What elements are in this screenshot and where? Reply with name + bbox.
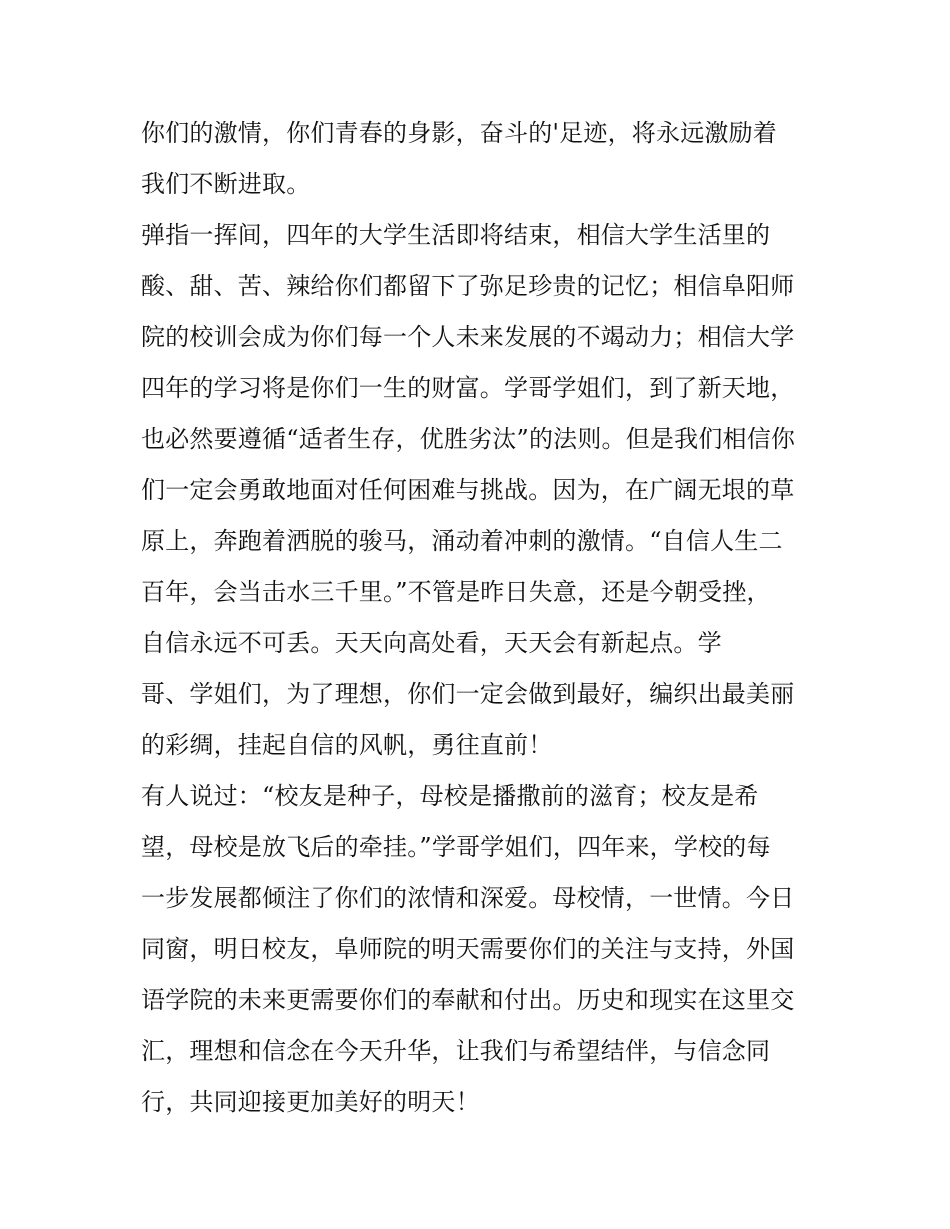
text-line-14: 有人说过：“校友是种子，母校是播撒前的滋育；校友是希 bbox=[141, 782, 759, 810]
text-line-5: 院的校训会成为你们每一个人未来发展的不竭动力；相信大学 bbox=[141, 323, 795, 351]
text-line-16: 一步发展都倾注了你们的浓情和深爱。母校情，一世情。今日 bbox=[141, 884, 795, 912]
text-line-19: 汇，理想和信念在今天升华，让我们与希望结伴，与信念同 bbox=[141, 1037, 771, 1065]
body-text bbox=[141, 108, 821, 1128]
text-line-2: 我们不断进取。 bbox=[141, 170, 311, 198]
text-line-11: 自信永远不可丢。天天向高处看，天天会有新起点。学 bbox=[141, 629, 722, 657]
text-line-18: 语学院的未来更需要你们的奉献和付出。历史和现实在这里交 bbox=[141, 986, 795, 1014]
text-line-20: 行，共同迎接更加美好的明天！ bbox=[141, 1088, 480, 1116]
text-line-13: 的彩绸，挂起自信的风帆，勇往直前！ bbox=[141, 731, 553, 759]
text-line-7: 也必然要遵循“适者生存，优胜劣汰”的法则。但是我们相信你 bbox=[141, 425, 796, 453]
text-line-4: 酸、甜、苦、辣给你们都留下了弥足珍贵的记忆；相信阜阳师 bbox=[141, 272, 795, 300]
text-line-6: 四年的学习将是你们一生的财富。学哥学姐们，到了新天地， bbox=[141, 374, 795, 402]
text-line-15: 望，母校是放飞后的牵挂。”学哥学姐们，四年来，学校的每 bbox=[141, 833, 771, 861]
text-line-17: 同窗，明日校友，阜师院的明天需要你们的关注与支持，外国 bbox=[141, 935, 795, 963]
text-line-10: 百年，会当击水三千里。”不管是昨日失意，还是今朝受挫， bbox=[141, 578, 771, 606]
text-line-9: 原上，奔跑着洒脱的骏马，涌动着冲刺的激情。“自信人生二 bbox=[141, 527, 783, 555]
text-line-1: 你们的激情，你们青春的身影，奋斗的'足迹，将永远激励着 bbox=[141, 119, 777, 147]
text-line-3: 弹指一挥间，四年的大学生活即将结束，相信大学生活里的 bbox=[141, 221, 771, 249]
text-line-12: 哥、学姐们，为了理想，你们一定会做到最好，编织出最美丽 bbox=[141, 680, 795, 708]
text-line-8: 们一定会勇敢地面对任何困难与挑战。因为，在广阔无垠的草 bbox=[141, 476, 795, 504]
